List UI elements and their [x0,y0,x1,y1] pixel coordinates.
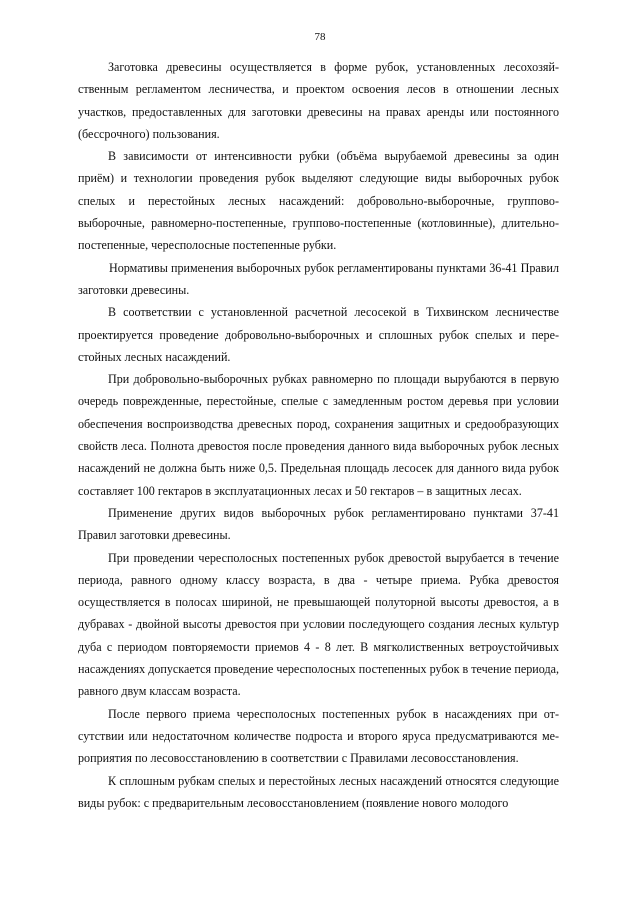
page-number: 78 [314,31,326,43]
paragraph-clear-cutting: К сплошным рубкам спелых и перестойных лесных насаждений относятся следующие виды рубок: с предварительным лесовосстановлением (появление нового молодого [78,773,559,810]
paragraph-after-first-stage: После первого приема чересполосных постепенных рубок в насаждениях при отсутствии или недостаточном количестве подроста и второго яруса предусматриваются мероприятия по лесовосстановлению в соответствии с Правилами лесовосстановления. [78,706,559,766]
paragraph-selective-cutting-types: В зависимости от интенсивности рубки (объёма вырубаемой древесины за один приём) и технологии проведения рубок выделяют следующие виды выборочных рубок спелых и перестойных лесных насаждений: добровольно-выборочные, группово-выборочные, равномерно-постепенные, группово-постепенные (котловинные), длительно-постепенные, чересполосные постепенные рубки. [78,149,559,253]
paragraph-voluntary-selective: При добровольно-выборочных рубках равномерно по площади вырубаются в первую очередь поврежденные, перестойные, спелые с замедленным ростом деревья при условии обеспечения воспроизводства древесных пород, сохранения защитных и средообразующих свойств леса. Полнота древостоя после проведения данного вида выборочных рубок лесных насаждений не должна быть ниже 0,5. Предельная площадь лесосек для данного вида рубок составляет 100 гектаров в эксплуатационных лесах и 50 гектаров – в защитных лесах. [78,372,559,498]
paragraph-tikhvin-forestry: В соответствии с установленной расчетной лесосекой в Тихвинском лесничестве проектируется проведение добровольно-выборочных и сплошных рубок спелых и перестойных лесных насаждений. [78,305,559,364]
paragraph-other-selective-types: Применение других видов выборочных рубок регламентировано пунктами 37-41 Правил заготовки древесины. [78,505,559,543]
paragraph-harvesting-form: Заготовка древесины осуществляется в форме рубок, установленных лесохозяйственным регламентом лесничества, и проектом освоения лесов в отношении лесных участков, предоставленных для заготовки древесины на правах аренды или постоянного (бессрочного) пользования. [78,60,559,141]
document-body [78,56,559,814]
paragraph-selective-cutting-norms: Нормативы применения выборочных рубок регламентированы пунктами 36-41 Правил заготовки древесины. [78,260,559,297]
paragraph-strip-cutting: При проведении чересполосных постепенных рубок древостой вырубается в течение периода, равного одному классу возраста, в два - четыре приема. Рубка древостоя осуществляется в полосах шириной, не превышающей полуторной высоты древостоя, а в дубравах - двойной высоты древостоя при условии последующего создания лесных культур дуба с периодом повторяемости приемов 4 - 8 лет. В мягколиственных ветроустойчивых насаждениях допускается проведение чересполосных постепенных рубок в течение периода, равного двум классам возраста. [78,550,559,699]
